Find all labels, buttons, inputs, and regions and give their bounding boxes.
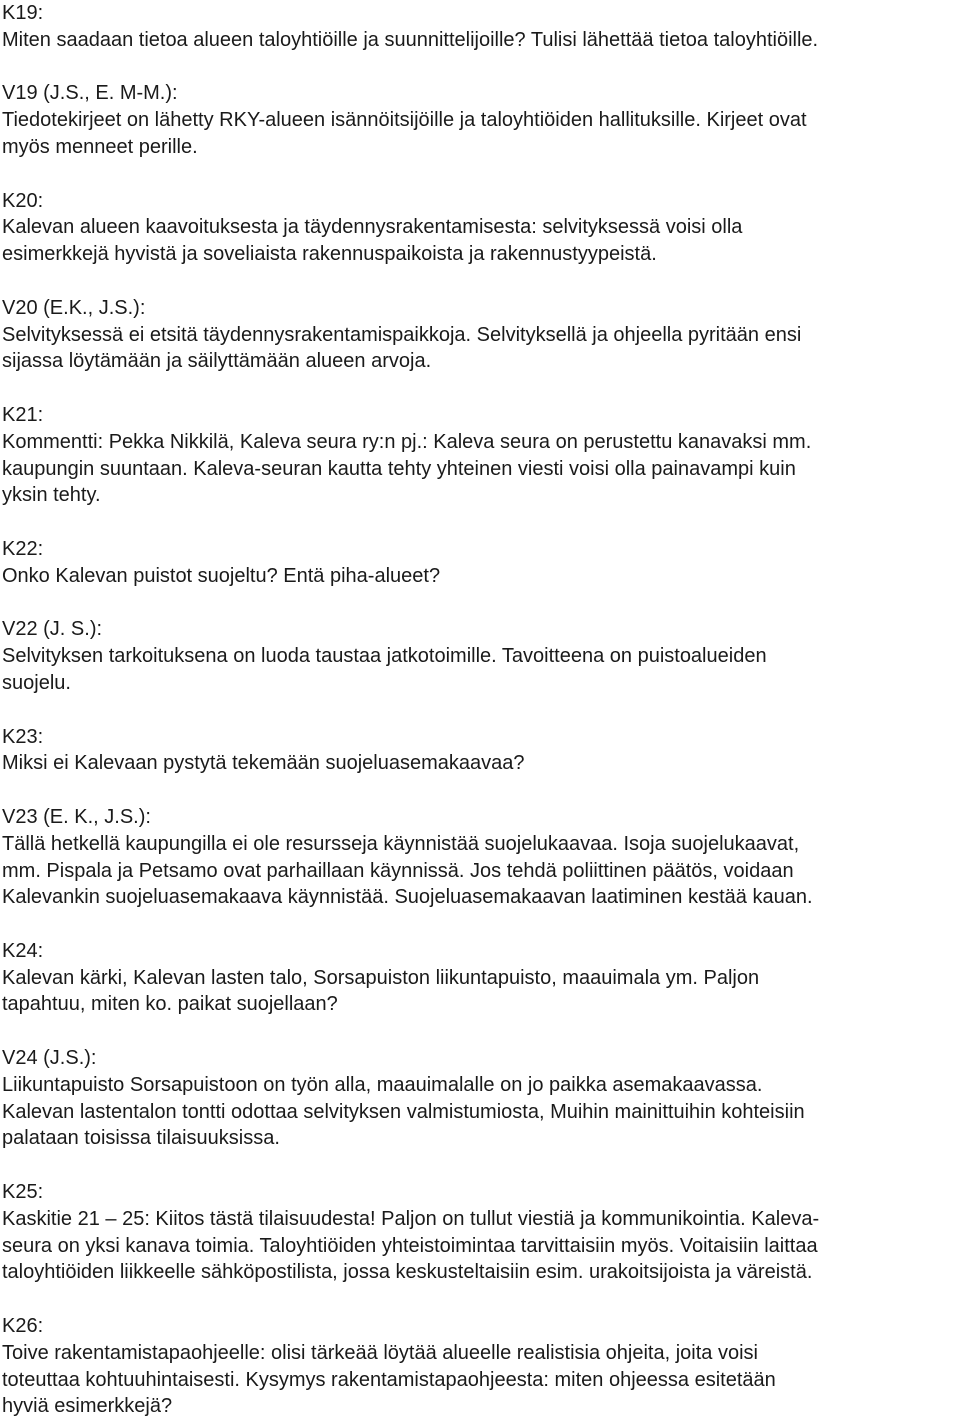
qa-block — [2, 1045, 960, 1152]
qa-label: K19: — [2, 2, 44, 24]
qa-block — [2, 1179, 960, 1286]
qa-block — [2, 80, 960, 160]
qa-block — [2, 1313, 960, 1420]
qa-text-line: Tällä hetkellä kaupungilla ei ole resursseja käynnistää suojelukaavaa. Isoja suojelukaavat, — [2, 832, 800, 855]
qa-text-line: Toive rakentamistapaohjeelle: olisi tärkeää löytää alueelle realistisia ohjeita, joita voisi — [2, 1341, 758, 1364]
qa-label: K26: — [2, 1315, 44, 1338]
qa-text-line: Miksi ei Kalevaan pystytä tekemään suojeluasemakaavaa? — [2, 752, 525, 775]
qa-label: K22: — [2, 537, 44, 560]
qa-label: K25: — [2, 1181, 44, 1204]
qa-text-line: Liikuntapuisto Sorsapuistoon on työn alla, maauimalalle on jo paikka asemakaavassa. — [2, 1073, 763, 1096]
qa-block — [2, 536, 960, 590]
qa-text-line: yksin tehty. — [2, 484, 101, 507]
qa-text-line: Kalevankin suojeluasemakaava käynnistää. Suojeluasemakaavan laatiminen kestää kauan. — [2, 886, 813, 909]
qa-label: K20: — [2, 189, 44, 212]
qa-block — [2, 938, 960, 1018]
qa-text-line: Kaskitie 21 – 25: Kiitos tästä tilaisuudesta! Paljon on tullut viestiä ja kommunikointia. Kaleva- — [2, 1207, 820, 1230]
qa-block — [2, 804, 960, 911]
qa-label: V23 (E. K., J.S.): — [2, 805, 151, 828]
qa-text-line: taloyhtiöiden liikkeelle sähköpostilista, jossa keskusteltaisiin esim. urakoitsijoista ja väreistä. — [2, 1261, 813, 1284]
qa-text-line: mm. Pispala ja Petsamo ovat parhaillaan käynnissä. Jos tehdä poliittinen päätös, voidaan — [2, 859, 794, 882]
qa-label: K24: — [2, 939, 44, 962]
qa-text-line: Miten saadaan tietoa alueen taloyhtiöille ja suunnittelijoille? Tulisi lähettää tietoa taloyhtiöille. — [2, 28, 819, 51]
qa-block — [2, 616, 960, 696]
qa-text-line: Onko Kalevan puistot suojeltu? Entä piha-alueet? — [2, 564, 441, 587]
qa-label: V22 (J. S.): — [2, 618, 103, 641]
qa-block — [2, 724, 960, 778]
qa-label: K21: — [2, 403, 44, 426]
qa-text-line: Kommentti: Pekka Nikkilä, Kaleva seura ry:n pj.: Kaleva seura on perustettu kanavaksi mm. — [2, 430, 812, 453]
qa-text-line: Selvityksen tarkoituksena on luoda taustaa jatkotoimille. Tavoitteena on puistoalueiden — [2, 645, 767, 668]
qa-block — [2, 0, 960, 54]
qa-block — [2, 295, 960, 375]
qa-text-line: kaupungin suuntaan. Kaleva-seuran kautta tehty yhteinen viesti voisi olla painavampi kuin — [2, 457, 796, 480]
qa-text-line: Kalevan kärki, Kalevan lasten talo, Sorsapuiston liikuntapuisto, maauimala ym. Paljon — [2, 966, 760, 989]
qa-text-line: seura on yksi kanava toimia. Taloyhtiöiden yhteistoimintaa tarvittaisiin myös. Voitaisiin laittaa — [2, 1234, 818, 1257]
qa-block — [2, 402, 960, 509]
qa-label: V20 (E.K., J.S.): — [2, 296, 146, 319]
qa-text-line: hyviä esimerkkejä? — [2, 1395, 173, 1418]
qa-text-line: toteuttaa kohtuuhintaisesti. Kysymys rakentamistapaohjeesta: miten ohjeessa esitetään — [2, 1368, 776, 1391]
qa-text-line: palataan toisissa tilaisuuksissa. — [2, 1127, 280, 1150]
qa-text-line: esimerkkejä hyvistä ja soveliaista rakennuspaikoista ja rakennustyypeistä. — [2, 243, 657, 266]
qa-text-line: suojelu. — [2, 671, 71, 694]
qa-text-line: Kalevan lastentalon tontti odottaa selvityksen valmistumiosta, Muihin mainittuihin kohteisiin — [2, 1100, 805, 1123]
qa-text-line: myös menneet perille. — [2, 135, 198, 158]
qa-text-line: Selvityksessä ei etsitä täydennysrakentamispaikkoja. Selvityksellä ja ohjeella pyritään ensi — [2, 323, 802, 346]
qa-label: K23: — [2, 725, 44, 748]
qa-text-line: tapahtuu, miten ko. paikat suojellaan? — [2, 993, 338, 1016]
qa-block — [2, 188, 960, 268]
qa-text-line: Tiedotekirjeet on lähetty RKY-alueen isännöitsijöille ja taloyhtiöiden hallituksille. Kirjeet ovat — [2, 109, 807, 132]
qa-text-line: sijassa löytämään ja säilyttämään alueen arvoja. — [2, 350, 432, 373]
qa-text-line: Kalevan alueen kaavoituksesta ja täydennysrakentamisesta: selvityksessä voisi olla — [2, 216, 743, 239]
qa-label: V19 (J.S., E. M-M.): — [2, 82, 178, 105]
qa-label: V24 (J.S.): — [2, 1047, 97, 1070]
